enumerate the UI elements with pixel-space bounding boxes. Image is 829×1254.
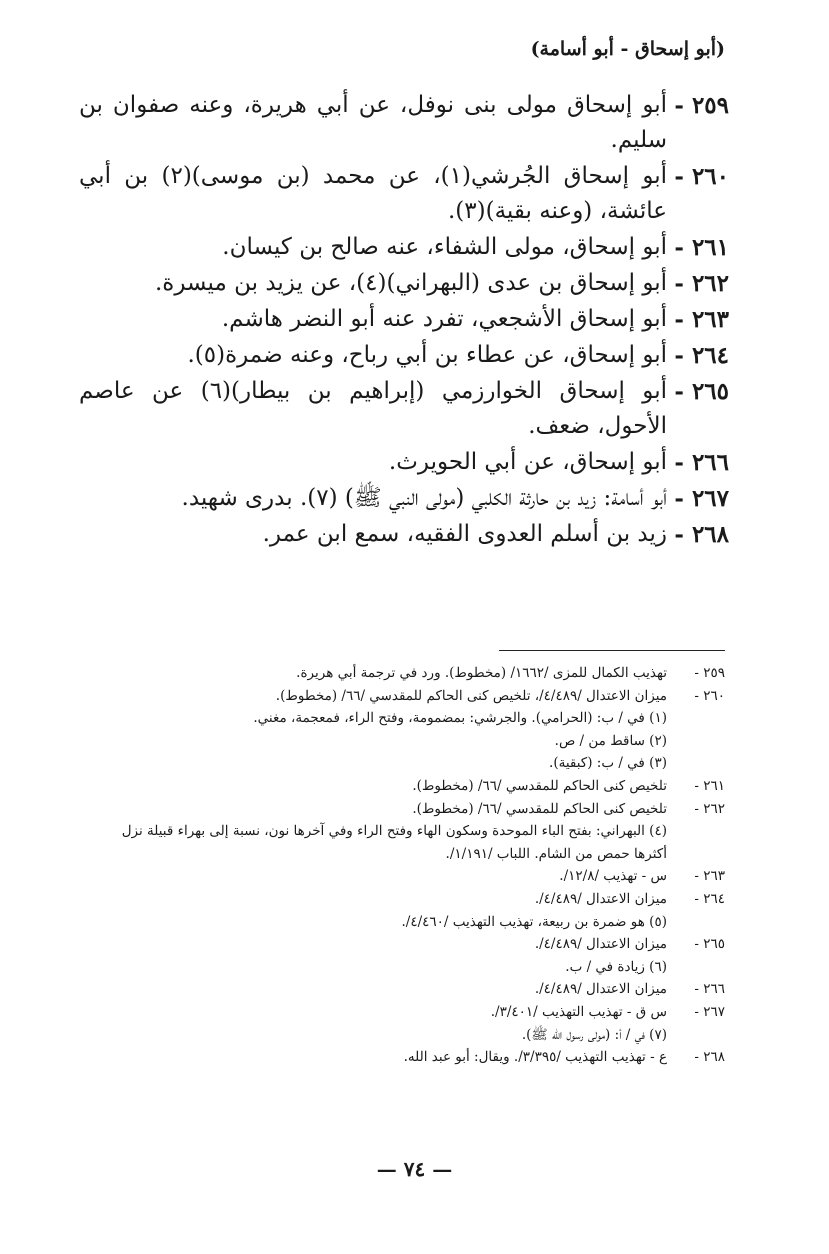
footnote-number: ٢٥٩ - (694, 665, 725, 681)
footnote-text: تلخيص كنى الحاكم للمقدسي /٦٦/ (مخطوط). (412, 800, 667, 817)
entry-number: ٢٦٦ - (674, 449, 729, 476)
entry-number: ٢٦٤ - (674, 342, 729, 369)
entry-text: أبو إسحاق، مولى الشفاء، عنه صالح بن كيسان. (222, 234, 667, 260)
footnote (85, 888, 725, 911)
footnote-text: ميزان الاعتدال /٤/٤٨٩/، تلخيص كنى الحاكم للمقدسي /٦٦/ (مخطوط). (275, 687, 667, 704)
entry-text: أبو إسحاق الجُرشي(١)، عن محمد (بن موسى)(٢) بن أبي عائشة، (وعنه بقية)(٣). (79, 163, 667, 224)
entry (79, 374, 729, 444)
footnote (85, 820, 725, 865)
footnote-number: ٢٦٥ - (694, 936, 725, 953)
entry-number: ٢٦١ - (674, 234, 729, 261)
footnote (85, 707, 725, 730)
footnote-text: (٣) في / ب: (كبقية). (549, 755, 667, 772)
entry-text: أبو إسحاق بن عدى (البهراني)(٤)، عن يزيد بن ميسرة. (154, 270, 667, 296)
footnote (85, 978, 725, 1001)
entry-text: أبو إسحاق الخوارزمي (إبراهيم بن بيطار)(٦) عن عاصم الأحول، ضعف. (79, 378, 667, 439)
footnote-separator (499, 650, 725, 651)
footnote (85, 933, 725, 956)
footnote-text: تهذيب الكمال للمزى /١٦٦٢/ (مخطوط). ورد في ترجمة أبي هريرة. (296, 665, 667, 681)
entry-number: ٢٦٠ - (674, 163, 729, 190)
entry-number: ٢٥٩ - (674, 92, 729, 119)
footnotes-list (85, 662, 725, 1069)
entry-text: زيد بن أسلم العدوى الفقيه، سمع ابن عمر. (262, 521, 667, 547)
entry (79, 517, 729, 552)
footnote-text: س - تهذيب /١٢/٨/. (559, 868, 667, 885)
footnote-number: ٢٦٦ - (694, 981, 725, 998)
footnote-text: (٦) زيادة في / ب. (565, 958, 667, 975)
entries-list (79, 88, 729, 553)
footnote-text: (٧) في / أ: (مولى رسول الله ﷺ). (521, 1026, 667, 1043)
footnote (85, 730, 725, 753)
footnote-text: ميزان الاعتدال /٤/٤٨٩/. (534, 981, 667, 998)
entry-text: أبو إسحاق الأشجعي، تفرد عنه أبو النضر هاشم. (221, 306, 667, 332)
entry-number: ٢٦٥ - (674, 378, 729, 405)
footnote (85, 775, 725, 798)
footnote-number: ٢٦٤ - (694, 890, 725, 907)
entry-number: ٢٦٢ - (674, 270, 729, 297)
footnote (85, 865, 725, 888)
page-number: — ٧٤ — (376, 1157, 453, 1181)
footnote-text: (٥) هو ضمرة بن ربيعة، تهذيب التهذيب /٤/٤٦٠/. (401, 913, 667, 930)
footnote-text: ميزان الاعتدال /٤/٤٨٩/. (534, 890, 667, 907)
entry (79, 338, 729, 373)
entry (79, 159, 729, 229)
footnote-number: ٢٦١ - (694, 777, 725, 794)
entry-number: ٢٦٧ - (674, 485, 729, 512)
entry-number: ٢٦٨ - (674, 521, 729, 548)
entry-text: أبو أسامة: زيد بن حارثة الكلبي (مولى النبي ﷺ) (٧). بدرى شهيد. (181, 485, 667, 511)
entry (79, 88, 729, 158)
footnote (85, 1046, 725, 1069)
footnote-text: (٢) ساقط من / ص. (554, 732, 667, 749)
entry (79, 445, 729, 480)
footnote (85, 662, 725, 685)
footnote-text: (١) في / ب: (الحرامي). والجرشي: بمضمومة، وفتح الراء، فمعجمة، مغني. (253, 710, 667, 727)
footnote-number: ٢٦٨ - (694, 1049, 725, 1066)
entry (79, 266, 729, 301)
entry (79, 230, 729, 265)
footnote-text: (٤) البهراني: بفتح الباء الموحدة وسكون الهاء وفتح الراء وفي آخرها نون، نسبة إلى بهراء قبيلة نزل أكثرها حمص من الشام. اللباب /١/١٩١/. (121, 823, 667, 862)
entry-text: أبو إسحاق مولى بنى نوفل، عن أبي هريرة، وعنه صفوان بن سليم. (79, 92, 667, 153)
footnote-number: ٢٦٣ - (694, 868, 725, 885)
entry (79, 481, 729, 516)
footnote-number: ٢٦٠ - (694, 687, 725, 704)
entry-text: أبو إسحاق، عن عطاء بن أبي رباح، وعنه ضمرة(٥). (187, 342, 667, 368)
entry-text: أبو إسحاق، عن أبي الحويرث. (388, 449, 667, 475)
footnote-text: ميزان الاعتدال /٤/٤٨٩/. (534, 936, 667, 953)
footnote-number: ٢٦٧ - (694, 1003, 725, 1020)
footnote (85, 911, 725, 934)
footnote (85, 1001, 725, 1024)
footnote (85, 956, 725, 979)
footnote-number: ٢٦٢ - (694, 800, 725, 817)
footnote (85, 1024, 725, 1047)
footnote (85, 752, 725, 775)
footnote-text: س ق - تهذيب التهذيب /٣/٤٠١/. (490, 1003, 667, 1020)
footnote-text: ع - تهذيب التهذيب /٣/٣٩٥/. ويقال: أبو عبد الله. (403, 1049, 667, 1066)
footnote (85, 685, 725, 708)
entry-number: ٢٦٣ - (674, 306, 729, 333)
running-header: (أبو إسحاق - أبو أسامة) (530, 38, 725, 60)
footnote-text: تلخيص كنى الحاكم للمقدسي /٦٦/ (مخطوط). (412, 777, 667, 794)
entry (79, 302, 729, 337)
footnote (85, 798, 725, 821)
